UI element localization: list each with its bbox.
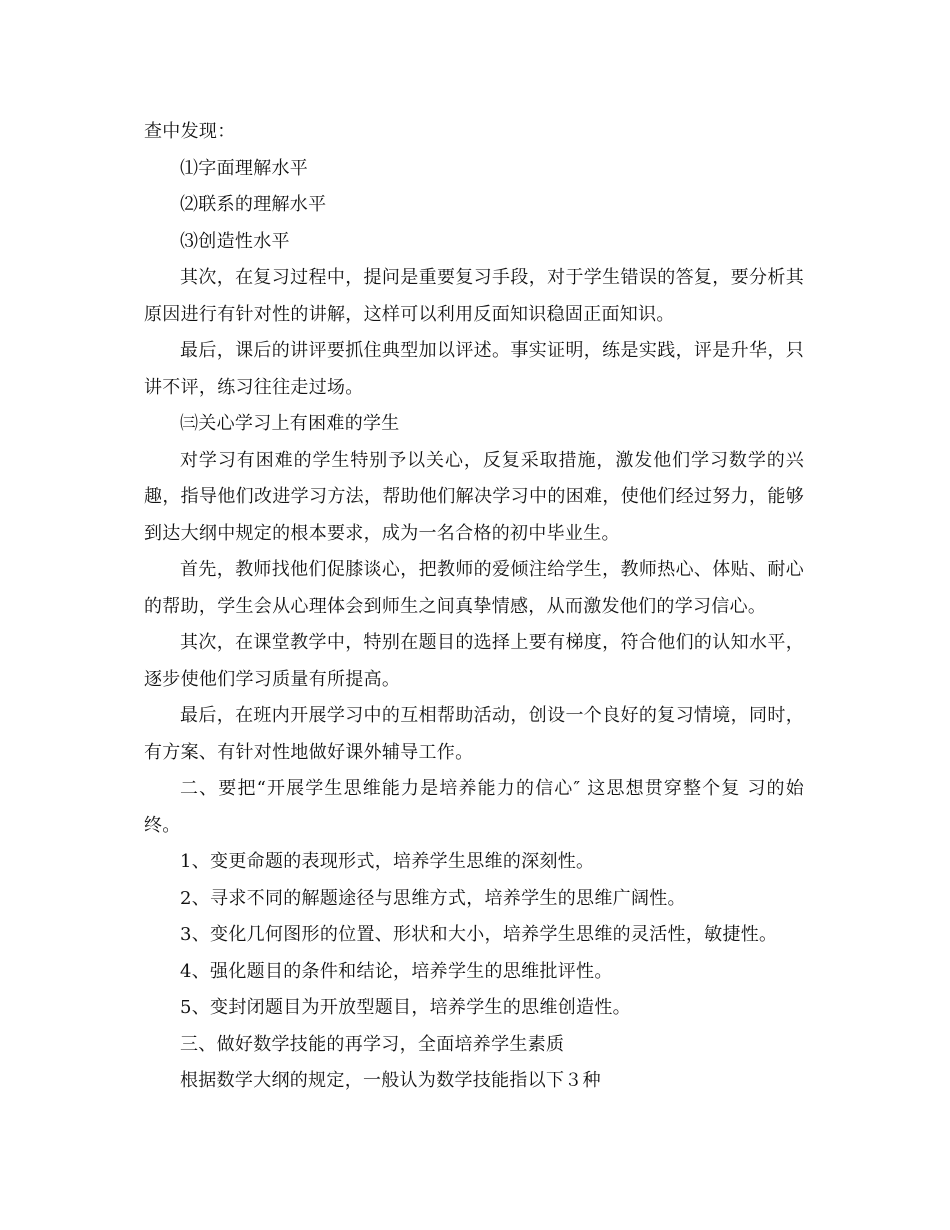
paragraph: 其次，在复习过程中，提问是重要复习手段，对于学生错误的答复，要分析其原因进行有针对性的讲解，这样可以利用反面知识稳固正面知识。: [144, 267, 804, 325]
paragraph: 查中发现：: [144, 121, 236, 142]
list-item: 3、变化几何图形的位置、形状和大小，培养学生思维的灵活性，敏捷性。: [180, 924, 778, 945]
paragraph: 首先，教师找他们促膝谈心，把教师的爱倾注给学生，教师热心、体贴、耐心的帮助，学生会从心理体会到师生之间真挚情感，从而激发他们的学习信心。: [144, 559, 804, 617]
list-item: 2、寻求不同的解题途径与思维方式，培养学生的思维广阔性。: [180, 887, 686, 909]
paragraph: 最后，课后的讲评要抓住典型加以评述。事实证明，练是实践，评是升华，只讲不评，练习往往走过场。: [144, 340, 804, 398]
paragraph: 根据数学大纲的规定，一般认为数学技能指以下３种: [180, 1070, 601, 1091]
list-item: 5、变封闭题目为开放型题目，培养学生的思维创造性。: [180, 997, 631, 1018]
section-heading: 二、要把“开展学生思维能力是培养能力的信心″ 这思想贯穿整个复 习的始终。: [144, 778, 804, 836]
paragraph: 最后，在班内开展学习中的互相帮助活动，创设一个良好的复习情境，同时，有方案、有针对性地做好课外辅导工作。: [144, 705, 804, 763]
list-item: 4、强化题目的条件和结论，培养学生的思维批评性。: [180, 960, 613, 982]
list-item: ⑶创造性水平: [180, 230, 290, 252]
paragraph: 其次，在课堂教学中，特别在题目的选择上要有梯度，符合他们的认知水平，逐步使他们学习质量有所提高。: [144, 632, 804, 690]
list-item: ⑵联系的理解水平: [180, 194, 327, 215]
list-item: ⑴字面理解水平: [180, 157, 309, 179]
section-heading: 三、做好数学技能的再学习，全面培养学生素质: [180, 1033, 565, 1055]
document-body: [144, 114, 804, 1100]
section-heading: ㈢关心学习上有困难的学生: [180, 413, 400, 434]
list-item: 1、变更命题的表现形式，培养学生思维的深刻性。: [180, 851, 595, 872]
paragraph: 对学习有困难的学生特别予以关心，反复采取措施，激发他们学习数学的兴趣，指导他们改进学习方法，帮助他们解决学习中的困难，使他们经过努力，能够到达大纲中规定的根本要求，成为一名合格的初中毕业生。: [144, 449, 804, 544]
